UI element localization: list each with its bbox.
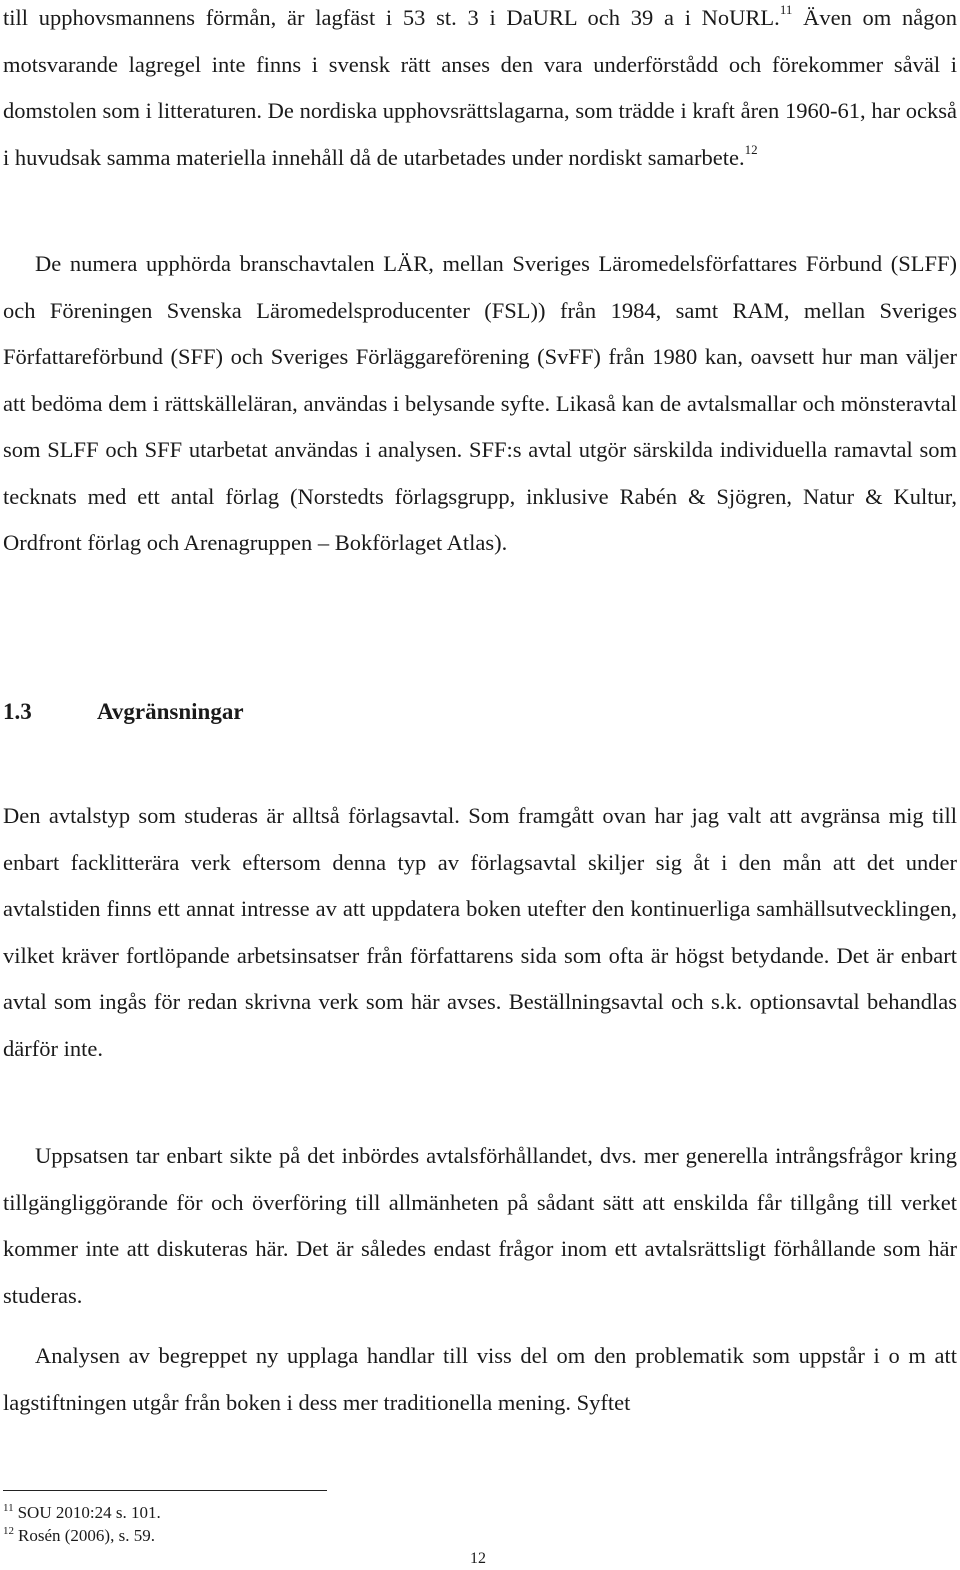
section-number: 1.3 (3, 699, 32, 724)
footnote-divider (3, 1490, 327, 1491)
section-title: Avgränsningar (97, 699, 244, 724)
footnote-ref-12[interactable]: 12 (744, 141, 758, 157)
page-number: 12 (470, 1550, 486, 1567)
footnote-11 (3, 1503, 161, 1523)
section-heading (3, 692, 244, 732)
footnote-text: SOU 2010:24 s. 101. (17, 1503, 161, 1522)
footnote-text: Rosén (2006), s. 59. (18, 1526, 155, 1545)
paragraph-1-text: till upphovsmannens förmån, är lagfäst i 53 st. 3 i DaURL och 39 a i NoURL. (3, 5, 780, 30)
paragraph-5: Analysen av begreppet ny upplaga handlar till viss del om den problematik som uppstår i o m att lagstiftningen utgår från boken i dess mer traditionella mening. Syftet (3, 1343, 957, 1415)
paragraph-1-text-cont: Även om någon motsvarande lagregel inte finns i svensk rätt anses den vara underförstådd och förekommer såväl i domstolen som i litteraturen. De nordiska upphovsrättslagarna, som trädde i kraft åren 1960-61, har också i huvudsak samma materiella innehåll då de utarbetades under nordiskt samarbete. (3, 5, 958, 170)
paragraph-2: De numera upphörda branschavtalen LÄR, mellan Sveriges Läromedelsförfattares Förbund (SLFF) och Föreningen Svenska Läromedelsproducenter (FSL)) från 1984, samt RAM, mellan Sveriges Författareförbund (SFF) och Sveriges Förläggareförening (SvFF) från 1980 kan, oavsett hur man väljer att bedöma dem i rättskälleläran, användas i belysande syfte. Likaså kan de avtalsmallar och mönsteravtal som SLFF och SFF utarbetat användas i analysen. SFF:s avtal utgör särskilda individuella ramavtal som tecknats med ett antal förlag (Norstedts förlagsgrupp, inklusive Rabén & Sjögren, Natur & Kultur, Ordfront förlag och Arenagruppen – Bokförlaget Atlas). (3, 251, 957, 555)
footnote-12 (3, 1526, 155, 1546)
footnote-number: 12 (3, 1525, 14, 1537)
paragraph-3: Den avtalstyp som studeras är alltså förlagsavtal. Som framgått ovan har jag valt att avgränsa mig till enbart facklitterära verk eftersom denna typ av förlagsavtal skiljer sig åt i den mån att det under avtalstiden finns ett annat intresse av att uppdatera boken utefter den kontinuerliga samhällsutvecklingen, vilket kräver fortlöpande arbetsinsatser från författarens sida som ofta är högst betydande. Det är enbart avtal som ingås för redan skrivna verk som här avses. Beställningsavtal och s.k. optionsavtal behandlas därför inte. (3, 803, 957, 1061)
footnote-number: 11 (3, 1502, 14, 1514)
paragraph-1 (3, 0, 957, 181)
footnote-ref-11[interactable]: 11 (779, 2, 793, 17)
paragraph-4: Uppsatsen tar enbart sikte på det inbördes avtalsförhållandet, dvs. mer generella intrångsfrågor kring tillgängliggörande för och överföring till allmänheten på sådant sätt att enskilda får tillgång till verket kommer inte att diskuteras här. Det är således endast frågor inom ett avtalsrättsligt förhållande som här studeras. (3, 1143, 957, 1308)
